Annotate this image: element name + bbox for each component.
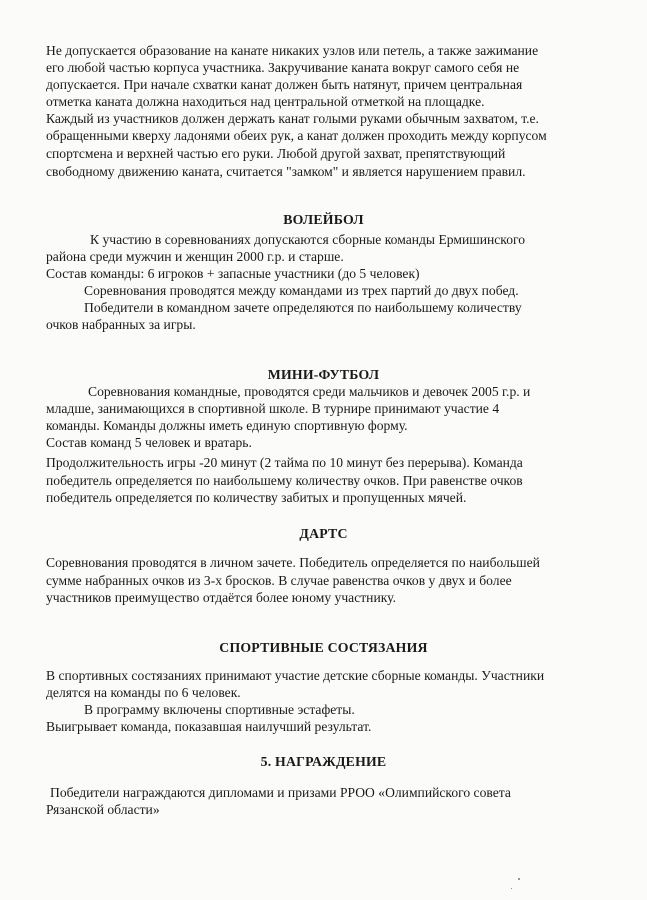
minifootball-text-line: победитель определяется по количеству забитых и пропущенных мячей. xyxy=(46,490,467,505)
minifootball-text-line: Соревнования командные, проводятся среди мальчиков и девочек 2005 г.р. и xyxy=(88,384,531,399)
minifootball-text-line: команды. Команды должны иметь единую спортивную форму. xyxy=(46,418,408,433)
scan-speck xyxy=(518,878,520,880)
sports-competitions-heading: СПОРТИВНЫЕ СОСТЯЗАНИЯ xyxy=(219,640,428,655)
volleyball-text-line: К участию в соревнованиях допускаются сборные команды Ермишинского xyxy=(90,232,526,247)
minifootball-text-line: Состав команд 5 человек и вратарь. xyxy=(46,435,252,450)
minifootball-text-line: младше, занимающихся в спортивной школе. В турнире принимают участие 4 xyxy=(46,401,500,416)
sports-text-line: делятся на команды по 6 человек. xyxy=(46,685,241,700)
minifootball-heading: МИНИ-ФУТБОЛ xyxy=(267,367,380,382)
volleyball-text-line: Соревнования проводятся между командами из трех партий до двух побед. xyxy=(84,283,519,298)
scan-speck xyxy=(511,888,512,889)
volleyball-text-line: Состав команды: 6 игроков + запасные участники (до 5 человек) xyxy=(46,266,420,281)
minifootball-text-line: Продолжительность игры -20 минут (2 тайма по 10 минут без перерыва). Команда xyxy=(46,455,523,470)
darts-text-line: участников преимущество отдаётся более юному участнику. xyxy=(46,590,396,605)
rope-text-line: обращенными кверху ладонями обеих рук, а канат должен проходить между корпусом xyxy=(46,128,547,143)
rope-text-line: свободному движению каната, считается "замком" и является нарушением правил. xyxy=(46,164,526,179)
volleyball-text-line: района среди мужчин и женщин 2000 г.р. и старше. xyxy=(46,249,344,264)
awards-heading: 5. НАГРАЖДЕНИЕ xyxy=(260,754,387,769)
rope-text-line: отметка каната должна находиться над центральной отметкой на площадке. xyxy=(46,94,485,109)
darts-text-line: Соревнования проводятся в личном зачете. Победитель определяется по наибольшей xyxy=(46,555,540,570)
rope-text-line: Каждый из участников должен держать канат голыми руками обычным захватом, т.е. xyxy=(46,111,539,126)
volleyball-text-line: Победители в командном зачете определяются по наибольшему количеству xyxy=(84,300,522,315)
sports-text-line: В спортивных состязаниях принимают участие детские сборные команды. Участники xyxy=(46,668,545,683)
rope-text-line: спортсмена и верхней частью его руки. Любой другой захват, препятствующий xyxy=(46,146,506,161)
darts-heading: ДАРТС xyxy=(299,526,348,541)
rope-text-line: допускается. При начале схватки канат должен быть натянут, причем центральная xyxy=(46,77,523,92)
volleyball-heading: ВОЛЕЙБОЛ xyxy=(283,212,364,227)
rope-text-line: Не допускается образование на канате никаких узлов или петель, а также зажимание xyxy=(46,43,539,58)
awards-text-line: Рязанской области» xyxy=(46,802,160,817)
rope-text-line: его любой частью корпуса участника. Закручивание каната вокруг самого себя не xyxy=(46,60,520,75)
darts-text-line: сумме набранных очков из 3-х бросков. В случае равенства очков у двух и более xyxy=(46,573,512,588)
minifootball-text-line: победитель определяется по наибольшему количеству очков. При равенстве очков xyxy=(46,473,523,488)
sports-text-line: Выигрывает команда, показавшая наилучший результат. xyxy=(46,719,372,734)
volleyball-text-line: очков набранных за игры. xyxy=(46,317,196,332)
awards-text-line: Победители награждаются дипломами и призами РРОО «Олимпийского совета xyxy=(50,785,511,800)
sports-text-line: В программу включены спортивные эстафеты. xyxy=(84,702,355,717)
